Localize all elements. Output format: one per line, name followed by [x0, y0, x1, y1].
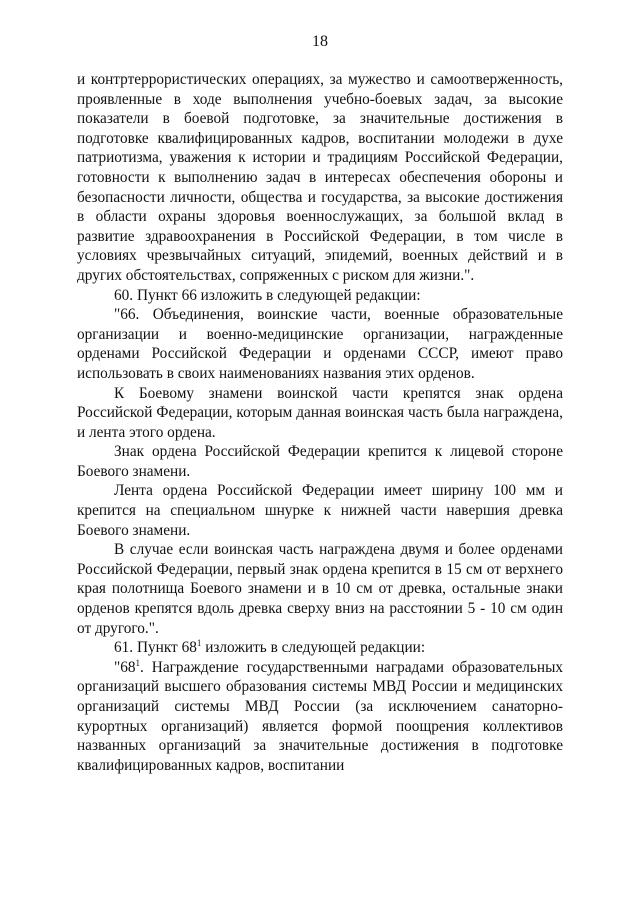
- paragraph-item-61: [77, 638, 563, 658]
- paragraph-battle-banner: К Боевому знамени воинской части крепятся знак ордена Российской Федерации, которым данная воинская часть была награждена, и лента этого ордена.: [77, 384, 563, 441]
- item-61-text-before: 61. Пункт 68: [114, 639, 197, 657]
- paragraph-continuation: и контртеррористических операциях, за мужество и самоотверженность, проявленные в ходе выполнения учебно-боевых задач, за высокие показатели в боевой подготовке, за значительные достижения в подготовке квалифицированных кадров, воспитании молодежи в духе патриотизма, уважения к истории и традициям Российской Федерации, готовности к выполнению задач в интересах обеспечения обороны и безопасности личности, общества и государства, за высокие достижения в области охраны здоровья военнослужащих, за большой вклад в развитие здравоохранения в Российской Федерации, в том числе в условиях чрезвычайных ситуаций, эпидемий, военных действий и в других обстоятельствах, сопряженных с риском для жизни.".: [77, 71, 563, 284]
- paragraph-order-ribbon: Лента ордена Российской Федерации имеет ширину 100 мм и крепится на специальном шнурке к нижней части навершия древка Боевого знамени.: [77, 482, 563, 539]
- item-61-superscript: 1: [196, 638, 202, 649]
- document-body: [77, 70, 563, 775]
- item-61-text-after: изложить в следующей редакции:: [201, 639, 426, 657]
- page-number: 18: [312, 33, 328, 50]
- paragraph-item-60: 60. Пункт 66 изложить в следующей редакции:: [114, 286, 421, 304]
- paragraph-multiple-orders: В случае если воинская часть награждена двумя и более орденами Российской Федерации, первый знак ордена крепится в 15 см от верхнего края полотнища Боевого знамени и в 10 см от древка, остальные знаки орденов крепятся вдоль древка сверху вниз на расстоянии 5 - 10 см один от другого.".: [77, 541, 563, 637]
- item-68-superscript: 1: [135, 657, 141, 668]
- item-68-text-before: "68: [114, 658, 136, 676]
- paragraph-item-66-intro: "66. Объединения, воинские части, военные образовательные организации и военно-медицинские организации, награжденные орденами Российской Федерации и орденами СССР, имеют право использовать в своих наименованиях названия этих орденов.: [77, 306, 563, 382]
- paragraph-item-68-1: [77, 658, 563, 776]
- paragraph-order-sign: Знак ордена Российской Федерации крепится к лицевой стороне Боевого знамени.: [77, 443, 563, 480]
- item-68-text-after: . Награждение государственными наградами образовательных организаций высшего образования системы МВД России и медицинских организаций системы МВД России (за исключением санаторно-курортных организаций) является формой поощрения коллективов названных организаций за значительные достижения в подготовке квалифицированных кадров, воспитании: [77, 658, 563, 774]
